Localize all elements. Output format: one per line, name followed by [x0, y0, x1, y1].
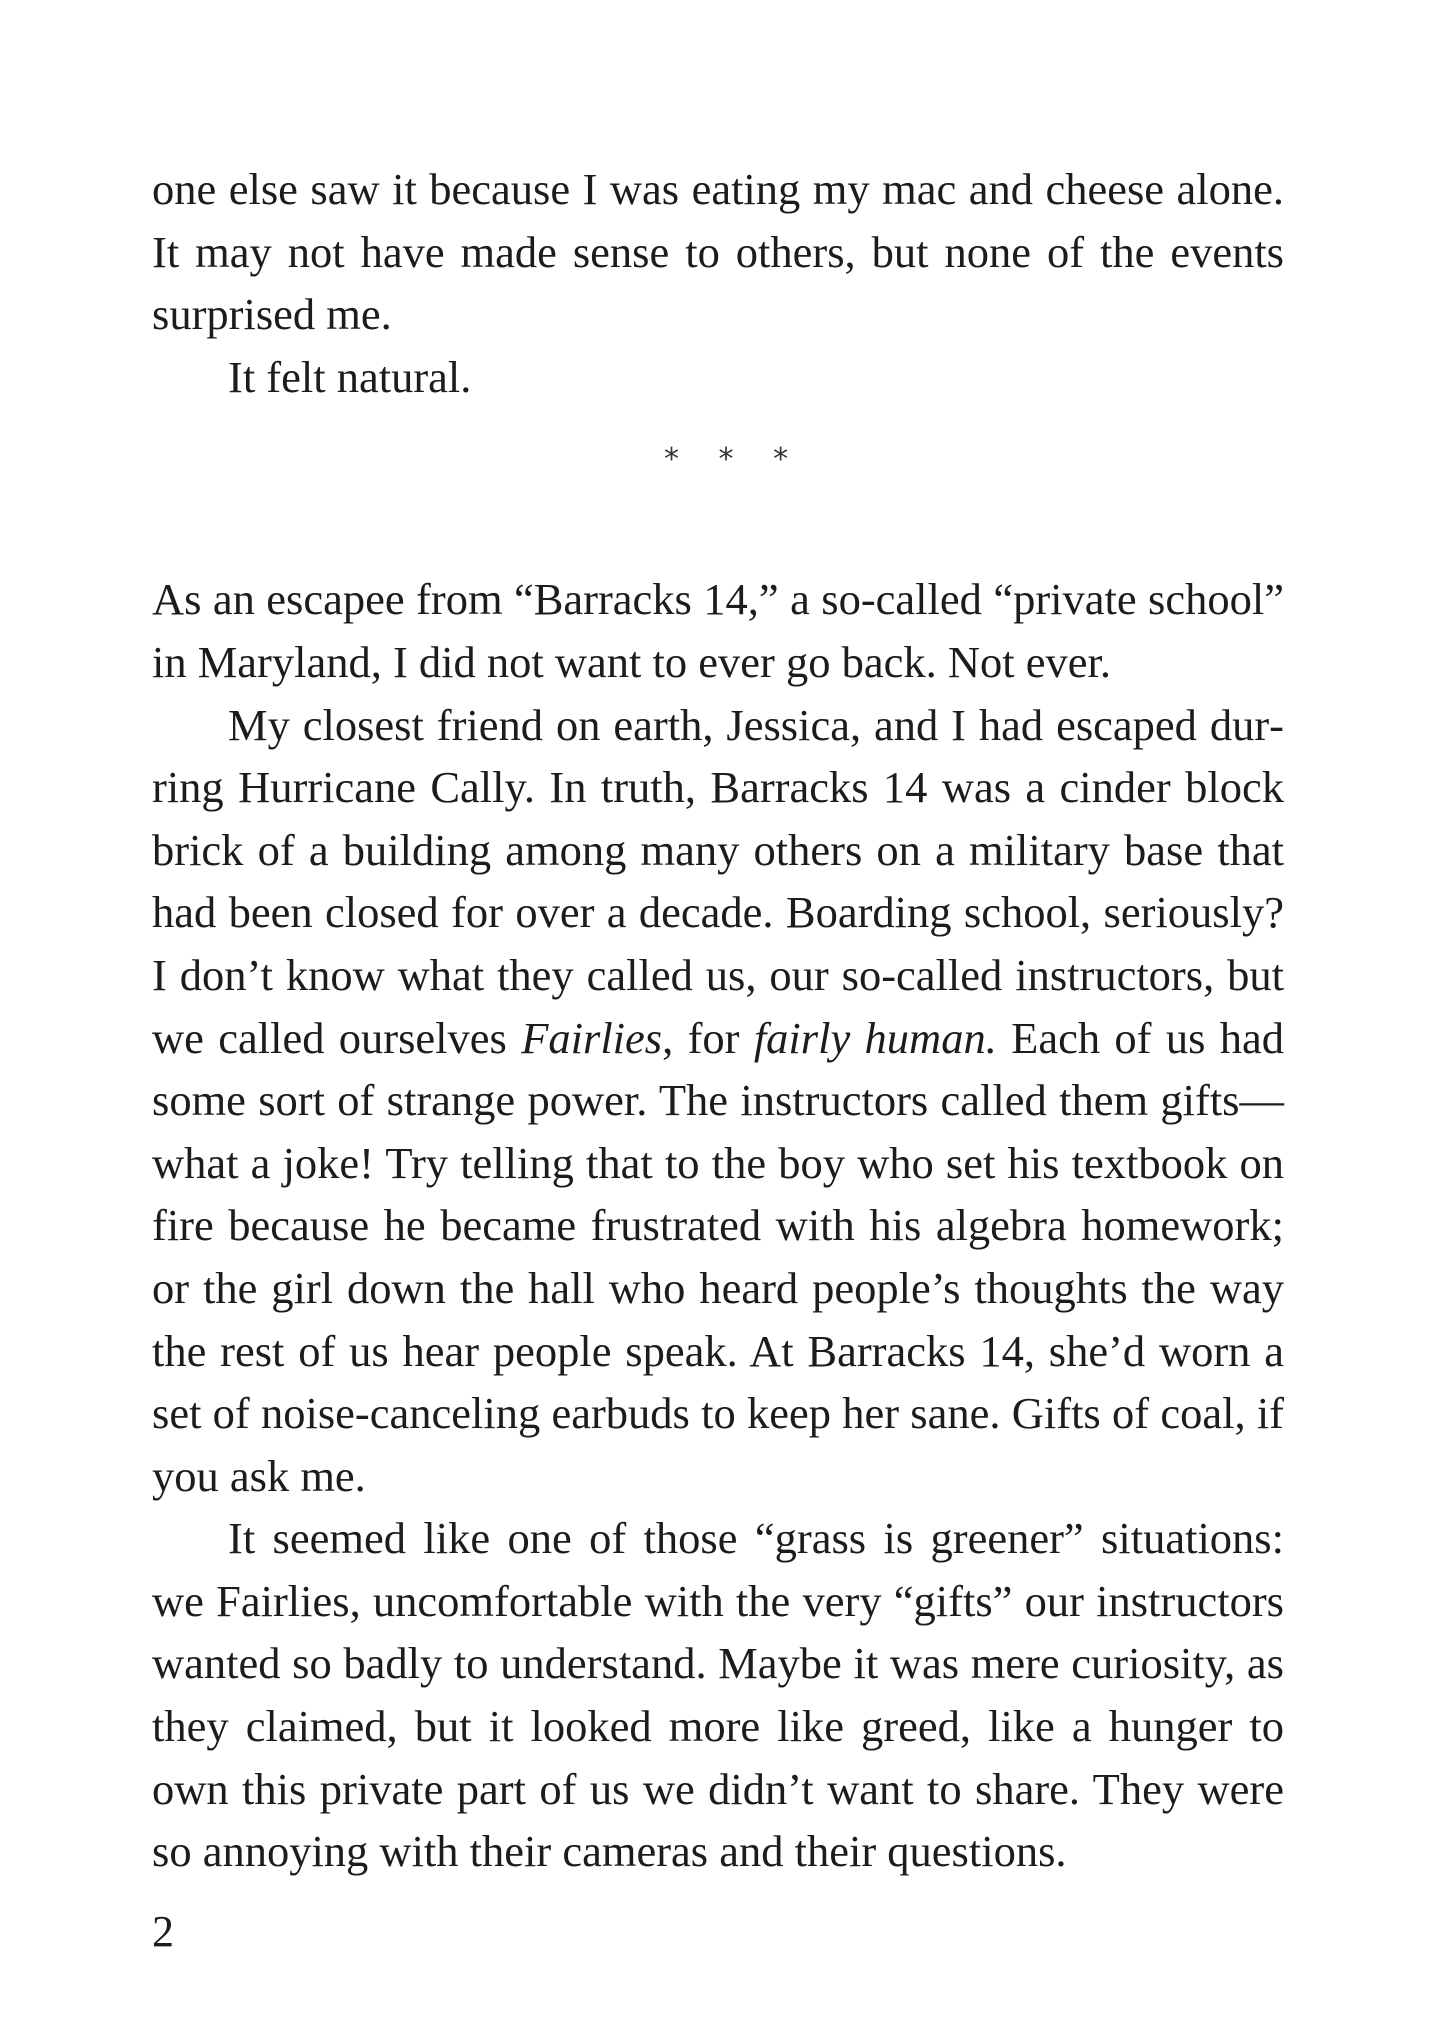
paragraph-3: As an escapee from “Barracks 14,” a so-called “private school” in Maryland, I did not want to ever go back. Not ever.	[152, 574, 1284, 687]
page-number: 2	[152, 1907, 174, 1956]
paragraph-2: It felt natural.	[228, 351, 472, 402]
paragraph-4-italic-fairly-human: fairly human.	[753, 1012, 997, 1063]
paragraph-4	[152, 694, 1284, 1508]
paragraph-4-text-b: , for	[662, 1012, 754, 1063]
paragraph-5: It seemed like one of those “grass is greener” situations: we Fairlies, uncomfortable with the very “gifts” our instructors wanted so badly to understand. Maybe it was mere curiosity, as they claimed, but it looked more like greed, like a hunger to own this private part of us we didn’t want to share. They were so annoying with their cameras and their questions.	[152, 1513, 1284, 1877]
scene-break	[152, 408, 1284, 568]
paragraph-4-italic-fairlies: Fairlies	[521, 1012, 663, 1063]
page-body	[152, 158, 1284, 1883]
paragraph-4-text-c: Each of us had some sort of strange power. The instructors called them gifts—what a joke! Try telling that to the boy who set his textbook on fire because he became frustrated with his algebra homework; or the girl down the hall who heard people’s thoughts the way the rest of us hear people speak. At Barracks 14, she’d worn a set of noise-canceling earbuds to keep her sane. Gifts of coal, if you ask me.	[152, 1012, 1284, 1501]
paragraph-4-text-a: My closest friend on earth, Jessica, and I had escaped durring Hurricane Cally. In truth, Barracks 14 was a cinder block brick of a building among many others on a military base that had been closed for over a decade. Boarding school, seriously? I don’t know what they called us, our so-called instructors, but we called ourselves	[152, 699, 1284, 1063]
paragraph-1: one else saw it because I was eating my mac and cheese alone. It may not have made sense to others, but none of the events surprised me.	[152, 164, 1284, 340]
scene-break-asterisks: * * *	[664, 442, 804, 478]
